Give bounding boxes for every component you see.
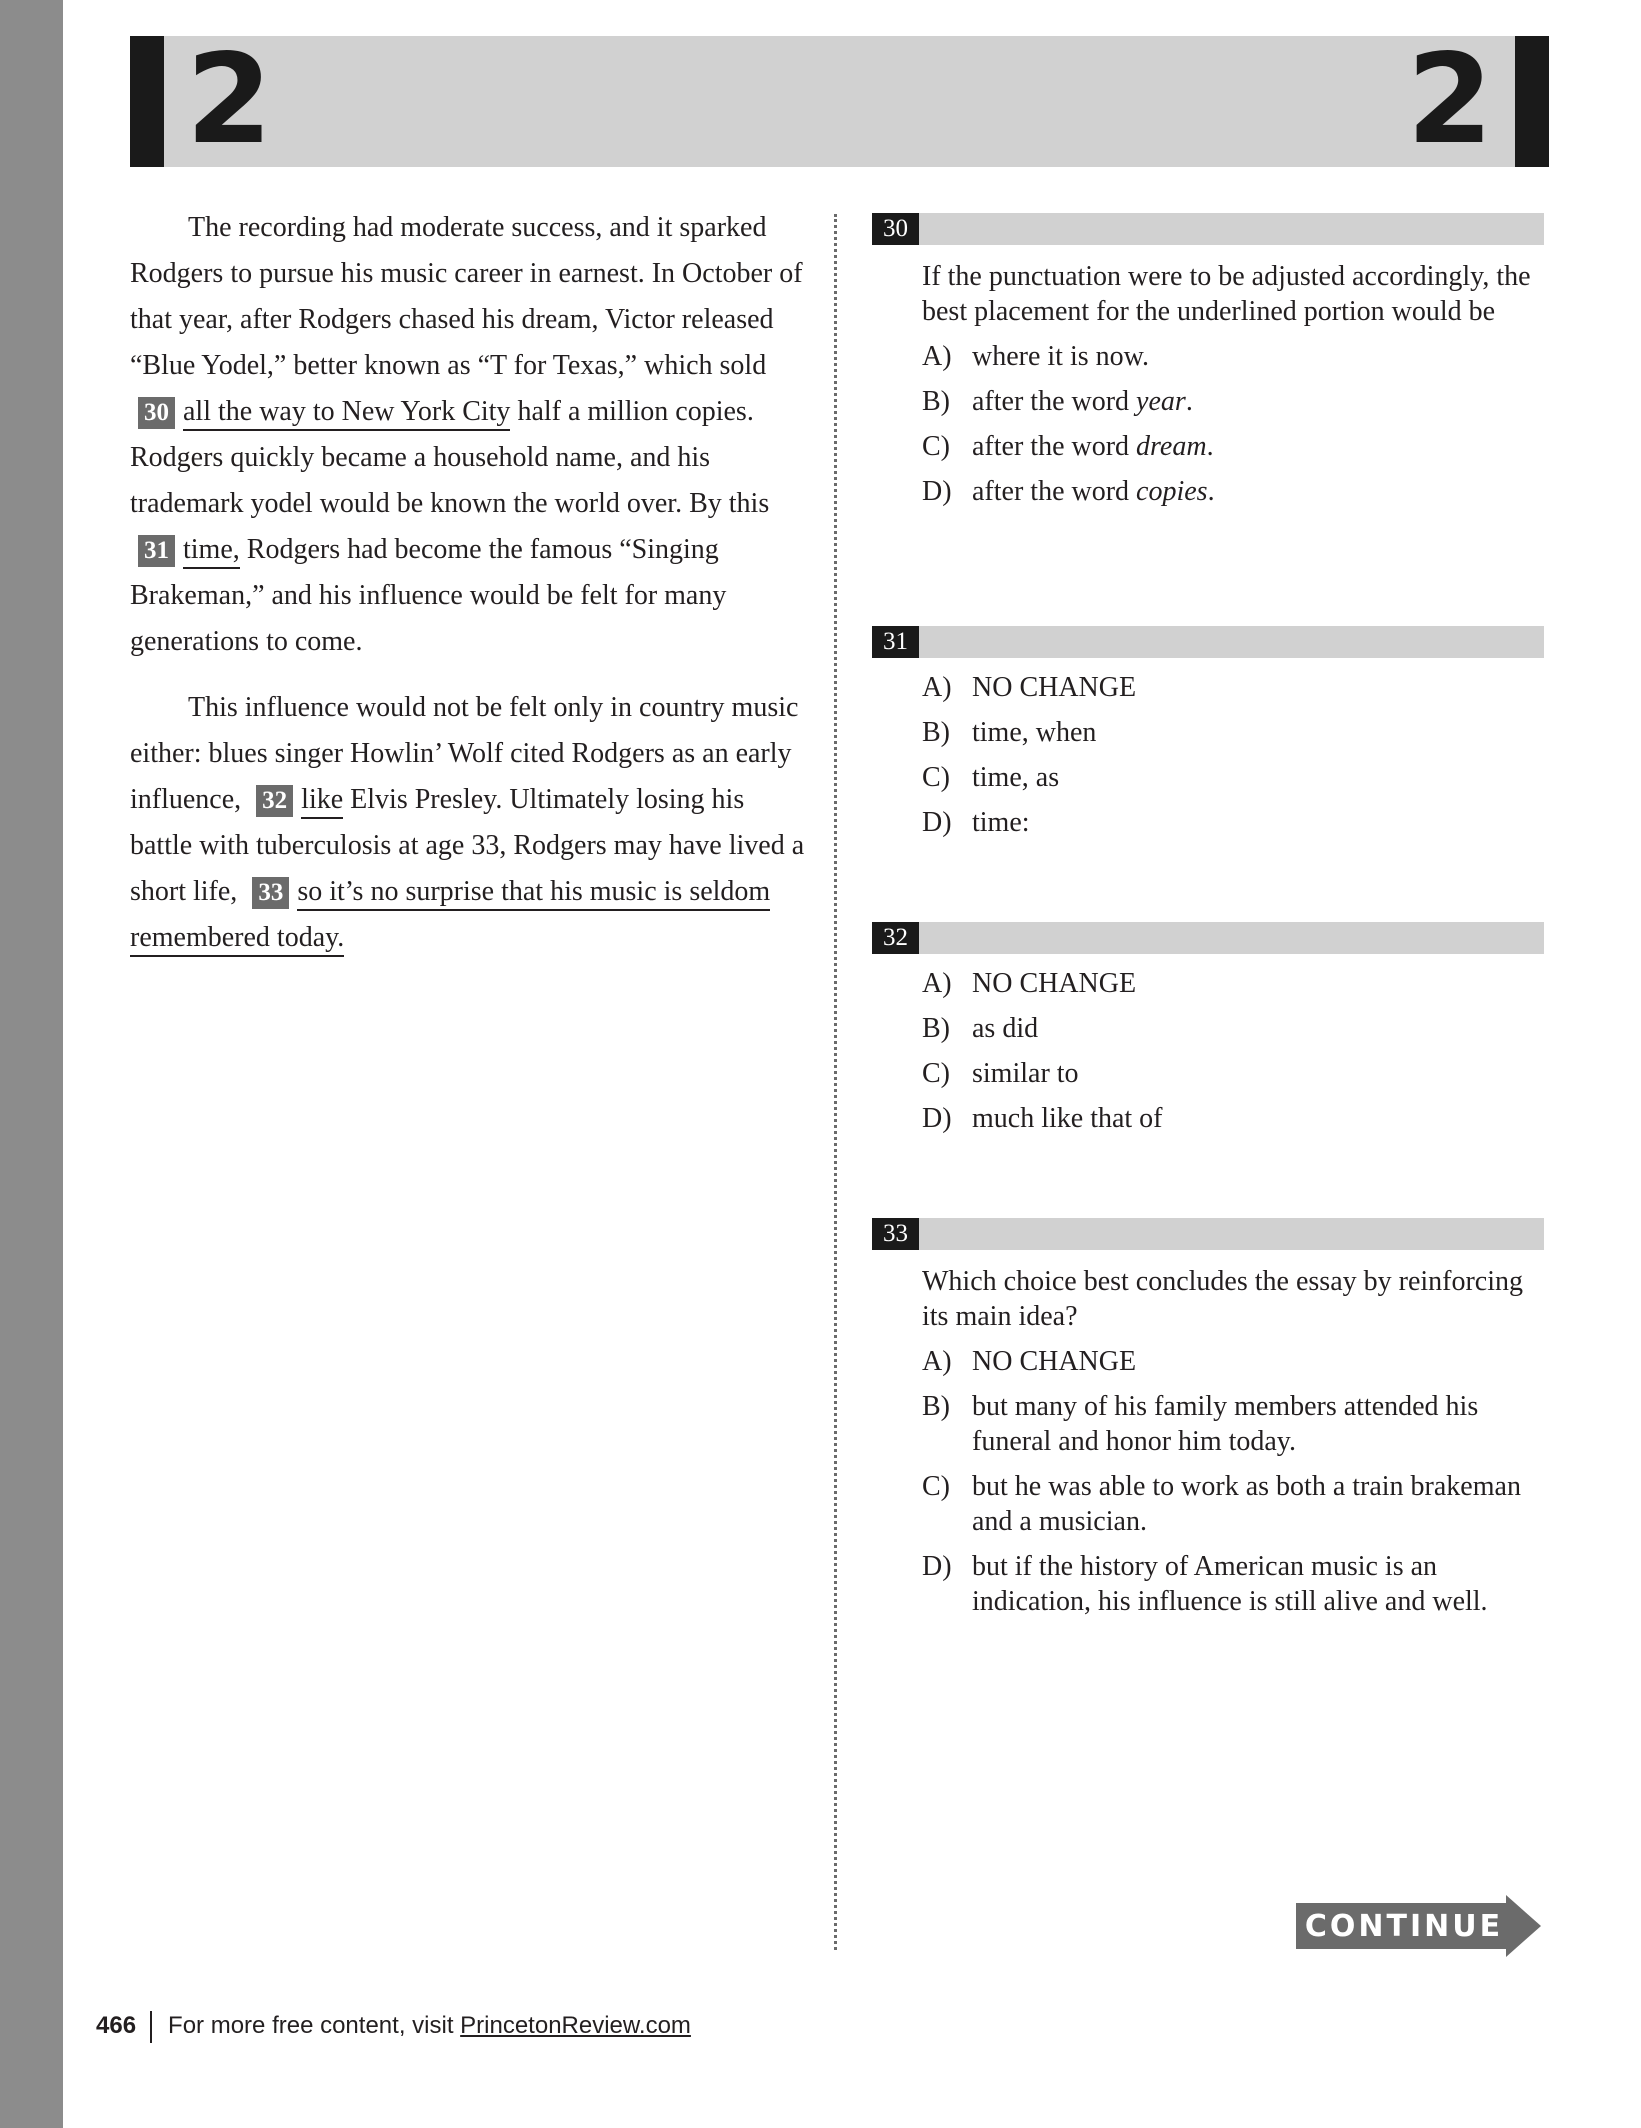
choice-text: much like that of	[972, 1103, 1163, 1134]
question-header	[872, 213, 1544, 245]
question-header	[872, 922, 1544, 954]
answer-choice-a[interactable]	[922, 339, 1544, 374]
question-32	[872, 922, 1544, 1136]
page-footer	[96, 2009, 691, 2043]
question-stem: Which choice best concludes the essay by reinforcing its main idea?	[922, 1266, 1524, 1332]
question-header	[872, 1218, 1544, 1250]
answer-choice-d[interactable]	[922, 474, 1544, 509]
question-header	[872, 626, 1544, 658]
answer-choice-c[interactable]	[922, 760, 1544, 795]
answer-choice-d[interactable]	[922, 1549, 1544, 1619]
choice-text: similar to	[972, 1058, 1079, 1089]
choice-text-emphasis: dream	[1136, 431, 1207, 462]
question-30	[872, 213, 1544, 509]
answer-choices	[872, 966, 1544, 1136]
continue-label: CONTINUE	[1304, 1909, 1504, 1944]
choice-letter: A)	[922, 672, 952, 703]
passage-text: This influence would not be felt only in country music either: blues singer Howlin’ Wolf cited Rodgers as an early influence,	[130, 692, 799, 815]
choice-text: NO CHANGE	[972, 672, 1137, 703]
choice-letter: D)	[922, 1551, 952, 1582]
question-number: 32	[872, 922, 919, 954]
underlined-portion-31: time,	[183, 534, 240, 569]
choice-text: time:	[972, 807, 1030, 838]
choice-text: .	[1185, 386, 1193, 417]
section-number-right: 2	[1406, 28, 1493, 172]
choice-letter: C)	[922, 431, 950, 462]
choice-text: .	[1206, 431, 1214, 462]
choice-letter: D)	[922, 1103, 952, 1134]
answer-choice-b[interactable]	[922, 1389, 1544, 1459]
footer-separator	[150, 2011, 152, 2043]
passage-paragraph-1	[130, 205, 810, 665]
question-marker-30[interactable]: 30	[138, 397, 175, 429]
passage-text: Elvis Presley. Ultimately losing his battle with tuberculosis at age 33, Rodgers may have lived a short life,	[130, 784, 805, 907]
choice-text: NO CHANGE	[972, 1346, 1137, 1377]
passage-text: half a million copies. Rodgers quickly became a household name, and his trademark yodel would be known the world over. By this	[130, 396, 770, 519]
choice-letter: C)	[922, 1471, 950, 1502]
answer-choice-c[interactable]	[922, 1056, 1544, 1091]
passage-text: The recording had moderate success, and it sparked Rodgers to pursue his music career in earnest. In October of that year, after Rodgers chased his dream, Victor released “Blue Yodel,” better known as “T for Texas,” which sold	[130, 212, 803, 381]
footer-text: For more free content, visit	[168, 2012, 461, 2039]
choice-text: after the word	[972, 476, 1137, 507]
choice-letter: B)	[922, 1013, 950, 1044]
answer-choice-a[interactable]	[922, 1344, 1544, 1379]
question-number: 30	[872, 213, 919, 245]
choice-text: but many of his family members attended his funeral and honor him today.	[972, 1391, 1479, 1457]
underlined-portion-30: all the way to New York City	[183, 396, 510, 431]
underlined-portion-32: like	[301, 784, 343, 819]
continue-button[interactable]	[1296, 1895, 1541, 1957]
answer-choice-a[interactable]	[922, 966, 1544, 1001]
section-bar-right-edge	[1515, 36, 1549, 167]
choice-text-emphasis: year	[1136, 386, 1186, 417]
choice-letter: C)	[922, 762, 950, 793]
passage	[130, 205, 810, 961]
choice-letter: D)	[922, 807, 952, 838]
answer-choices	[872, 1344, 1544, 1619]
choice-letter: A)	[922, 968, 952, 999]
section-bar-left-edge	[130, 36, 164, 167]
choice-letter: C)	[922, 1058, 950, 1089]
choice-text: as did	[972, 1013, 1039, 1044]
choice-letter: B)	[922, 717, 950, 748]
passage-paragraph-2	[130, 685, 810, 961]
choice-text: NO CHANGE	[972, 968, 1137, 999]
choice-text: where it is now.	[972, 341, 1150, 372]
underlined-portion-33: so it’s no surprise that his music is seldom remembered today.	[130, 876, 770, 957]
answer-choice-b[interactable]	[922, 1011, 1544, 1046]
choice-text: but if the history of American music is an indication, his influence is still alive and well.	[972, 1551, 1488, 1617]
side-strip	[0, 0, 63, 2128]
question-number: 33	[872, 1218, 919, 1250]
question-marker-31[interactable]: 31	[138, 535, 175, 567]
answer-choice-a[interactable]	[922, 670, 1544, 705]
choice-text: time, when	[972, 717, 1097, 748]
section-number-left: 2	[186, 28, 273, 172]
choice-letter: B)	[922, 386, 950, 417]
choice-text: time, as	[972, 762, 1060, 793]
choice-text: .	[1207, 476, 1215, 507]
question-marker-32[interactable]: 32	[256, 785, 293, 817]
answer-choice-c[interactable]	[922, 429, 1544, 464]
answer-choice-b[interactable]	[922, 715, 1544, 750]
question-marker-33[interactable]: 33	[252, 877, 289, 909]
section-header	[130, 28, 1549, 172]
question-33	[872, 1218, 1544, 1619]
answer-choice-c[interactable]	[922, 1469, 1544, 1539]
question-number: 31	[872, 626, 919, 658]
answer-choice-b[interactable]	[922, 384, 1544, 419]
choice-text: but he was able to work as both a train brakeman and a musician.	[972, 1471, 1521, 1537]
question-31	[872, 626, 1544, 840]
choice-text-emphasis: copies	[1136, 476, 1208, 507]
choice-text: after the word	[972, 431, 1137, 462]
passage-text: Rodgers had become the famous “Singing Brakeman,” and his influence would be felt for many generations to come.	[130, 534, 727, 657]
choice-text: after the word	[972, 386, 1137, 417]
answer-choice-d[interactable]	[922, 805, 1544, 840]
page-number: 466	[96, 2012, 137, 2039]
choice-letter: A)	[922, 341, 952, 372]
question-stem: If the punctuation were to be adjusted accordingly, the best placement for the underlined portion would be	[922, 261, 1531, 327]
column-divider	[834, 214, 837, 1950]
choice-letter: D)	[922, 476, 952, 507]
answer-choice-d[interactable]	[922, 1101, 1544, 1136]
answer-choices	[872, 339, 1544, 509]
choice-letter: B)	[922, 1391, 950, 1422]
footer-link[interactable]: PrincetonReview.com	[460, 2012, 691, 2039]
answer-choices	[872, 670, 1544, 840]
choice-letter: A)	[922, 1346, 952, 1377]
